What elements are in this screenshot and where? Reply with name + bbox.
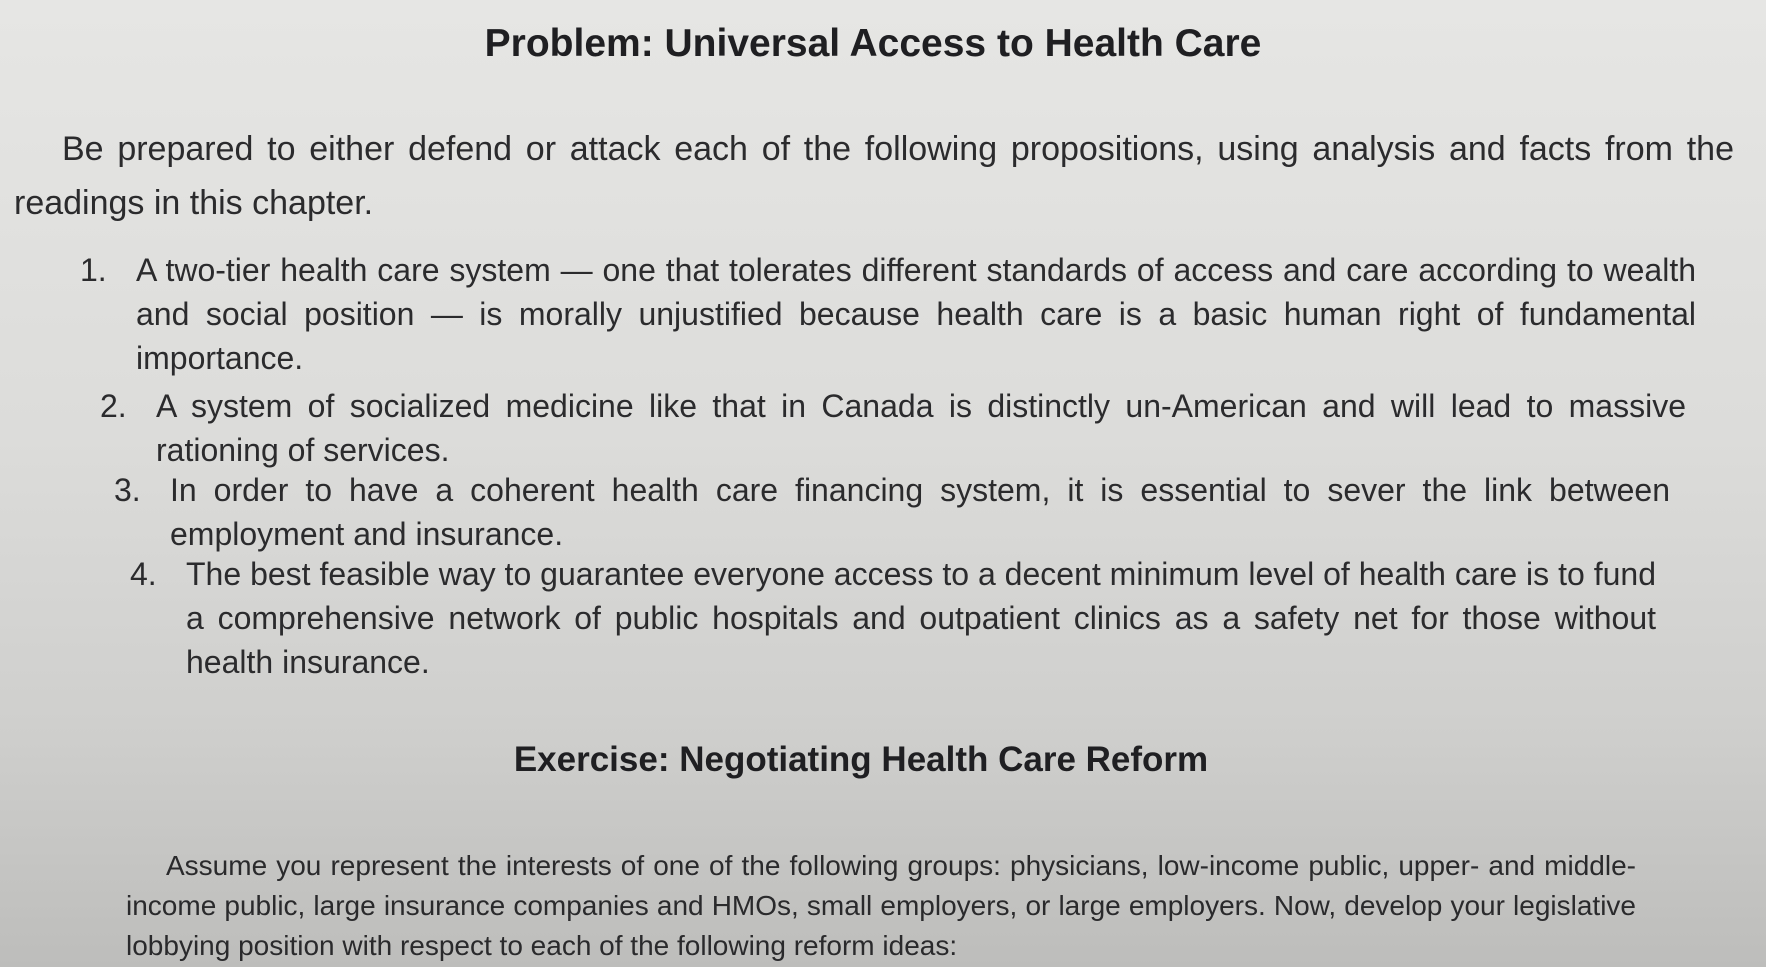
- proposition-item: [130, 552, 1656, 684]
- proposition-number: 4.: [130, 556, 157, 592]
- proposition-text: A system of socialized medicine like that in Canada is distinctly un-American and will lead to massive rationing of services.: [156, 388, 1686, 468]
- proposition-number: 2.: [100, 388, 127, 424]
- proposition-item: [80, 248, 1696, 380]
- proposition-text: A two-tier health care system — one that tolerates different standards of access and care according to wealth and social position — is morally unjustified because health care is a basic human right of fundamental importance.: [136, 252, 1696, 376]
- proposition-text: In order to have a coherent health care financing system, it is essential to sever the link between employment and insurance.: [170, 472, 1670, 552]
- problem-title: Problem: Universal Access to Health Care: [484, 22, 1262, 65]
- proposition-item: [114, 468, 1670, 556]
- proposition-number: 3.: [114, 472, 141, 508]
- problem-intro-paragraph: Be prepared to either defend or attack each of the following propositions, using analysis and facts from the readings in this chapter.: [14, 130, 1734, 222]
- proposition-item: [100, 384, 1686, 472]
- exercise-title: Exercise: Negotiating Health Care Reform: [513, 740, 1209, 779]
- exercise-paragraph: Assume you represent the interests of one of the following groups: physicians, low-income public, upper- and middle-income public, large insurance companies and HMOs, small employers, or large employers. Now, develop your legislative lobbying position with respect to each of the following reform ideas:: [126, 850, 1636, 961]
- proposition-number: 1.: [80, 252, 107, 288]
- proposition-text: The best feasible way to guarantee everyone access to a decent minimum level of health care is to fund a comprehensive network of public hospitals and outpatient clinics as a safety net for those without health insurance.: [186, 556, 1656, 680]
